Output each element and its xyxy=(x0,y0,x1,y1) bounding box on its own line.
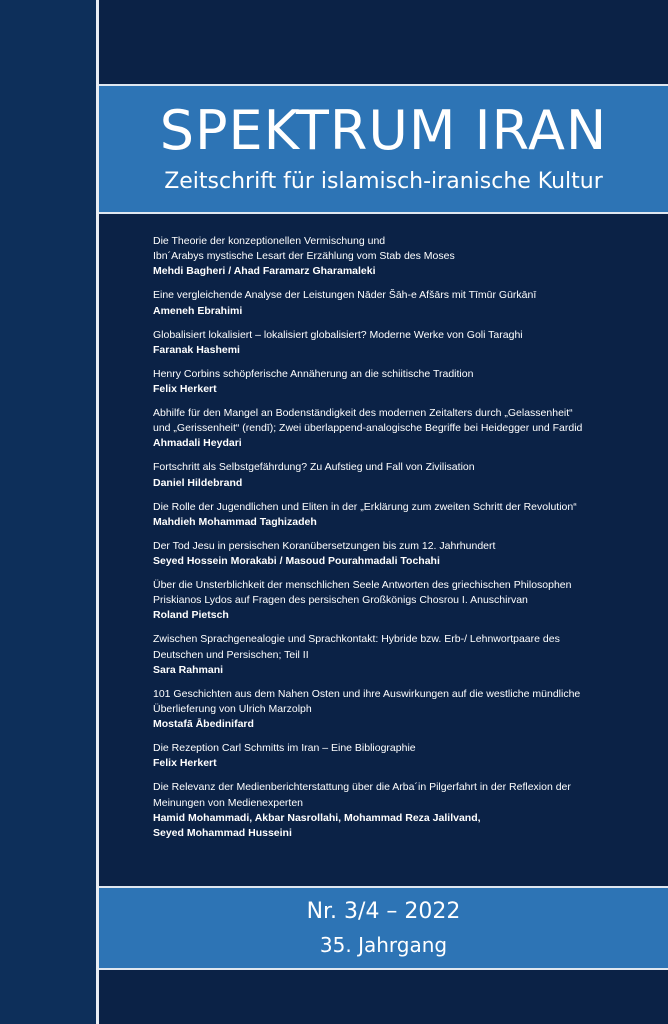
toc-entry xyxy=(153,687,653,733)
entry-authors: Ameneh Ebrahimi xyxy=(153,304,243,317)
issue-band xyxy=(99,886,668,970)
toc-entry xyxy=(153,367,653,397)
entry-title: Eine vergleichende Analyse der Leistungen Nāder Šāh-e Afšārs mit Tīmūr Gūrkānī xyxy=(153,289,537,302)
toc-entry xyxy=(153,460,653,490)
entry-authors: Seyed Hossein Morakabi / Masoud Pourahmadali Tochahi xyxy=(153,555,440,568)
entry-title: Abhilfe für den Mangel an Bodenständigkeit des modernen Zeitalters durch „Gelassenheit“ und „Gerissenheit“ (rendī); Zwei überlappend-analogische Begriffe bei Heidegger und Fardid xyxy=(153,407,583,435)
entry-authors: Felix Herkert xyxy=(153,757,217,770)
issue-number: Nr. 3/4 – 2022 xyxy=(306,899,461,924)
table-of-contents xyxy=(153,234,653,850)
entry-title: Die Rolle der Jugendlichen und Eliten in der „Erklärung zum zweiten Schritt der Revolution“ xyxy=(153,500,577,513)
entry-title: Globalisiert lokalisiert – lokalisiert globalisiert? Moderne Werke von Goli Taraghi xyxy=(153,328,523,341)
entry-title: Die Rezeption Carl Schmitts im Iran – Eine Bibliographie xyxy=(153,742,416,755)
toc-entry xyxy=(153,539,653,569)
entry-title: 101 Geschichten aus dem Nahen Osten und ihre Auswirkungen auf die westliche mündliche Überlieferung von Ulrich Marzolph xyxy=(153,687,581,716)
entry-title: Der Tod Jesu in persischen Koranübersetzungen bis zum 12. Jahrhundert xyxy=(153,539,496,552)
toc-entry xyxy=(153,780,653,841)
toc-entry xyxy=(153,578,653,624)
entry-authors: Roland Pietsch xyxy=(153,609,229,622)
entry-title: Über die Unsterblichkeit der menschlichen Seele Antworten des griechischen Philosophen Priskianos Lydos auf Fragen des persischen Großkönigs Chosrou I. Anuschirvan xyxy=(153,579,572,607)
toc-entry xyxy=(153,500,653,530)
entry-title: Zwischen Sprachgenealogie und Sprachkontakt: Hybride bzw. Erb-/ Lehnwortpaare des Deutschen und Persischen; Teil II xyxy=(153,633,560,661)
entry-title: Die Theorie der konzeptionellen Vermischung und Ibn´Arabys mystische Lesart der Erzählung vom Stab des Moses xyxy=(153,235,455,263)
entry-authors: Sara Rahmani xyxy=(153,663,224,676)
volume-label: 35. Jahrgang xyxy=(319,933,448,957)
journal-subtitle: Zeitschrift für islamisch-iranische Kultur xyxy=(164,169,603,194)
entry-title: Fortschritt als Selbstgefährdung? Zu Aufstieg und Fall von Zivilisation xyxy=(153,461,475,474)
entry-authors: Daniel Hildebrand xyxy=(153,476,243,489)
entry-authors: Felix Herkert xyxy=(153,383,217,396)
toc-entry xyxy=(153,406,653,452)
entry-authors: Mahdieh Mohammad Taghizadeh xyxy=(153,515,317,528)
entry-title: Henry Corbins schöpferische Annäherung an die schiitische Tradition xyxy=(153,367,474,380)
entry-authors: Ahmadali Heydari xyxy=(153,437,242,450)
toc-entry xyxy=(153,288,653,318)
toc-entry xyxy=(153,632,653,678)
journal-title: SPEKTRUM IRAN xyxy=(159,99,608,162)
toc-entry xyxy=(153,741,653,771)
title-band xyxy=(99,84,668,214)
entry-authors: Faranak Hashemi xyxy=(153,343,240,356)
toc-entry xyxy=(153,328,653,358)
entry-authors: Hamid Mohammadi, Akbar Nasrollahi, Mohammad Reza Jalilvand, Seyed Mohammad Husseini xyxy=(153,811,481,840)
cover-spine xyxy=(0,0,96,1024)
toc-entry xyxy=(153,234,653,280)
entry-authors: Mostafā Ābedinifard xyxy=(153,718,254,731)
entry-authors: Mehdi Bagheri / Ahad Faramarz Gharamaleki xyxy=(153,265,376,278)
entry-title: Die Relevanz der Medienberichterstattung über die Arba´in Pilgerfahrt in der Reflexion der Meinungen von Medienexperten xyxy=(153,781,571,809)
